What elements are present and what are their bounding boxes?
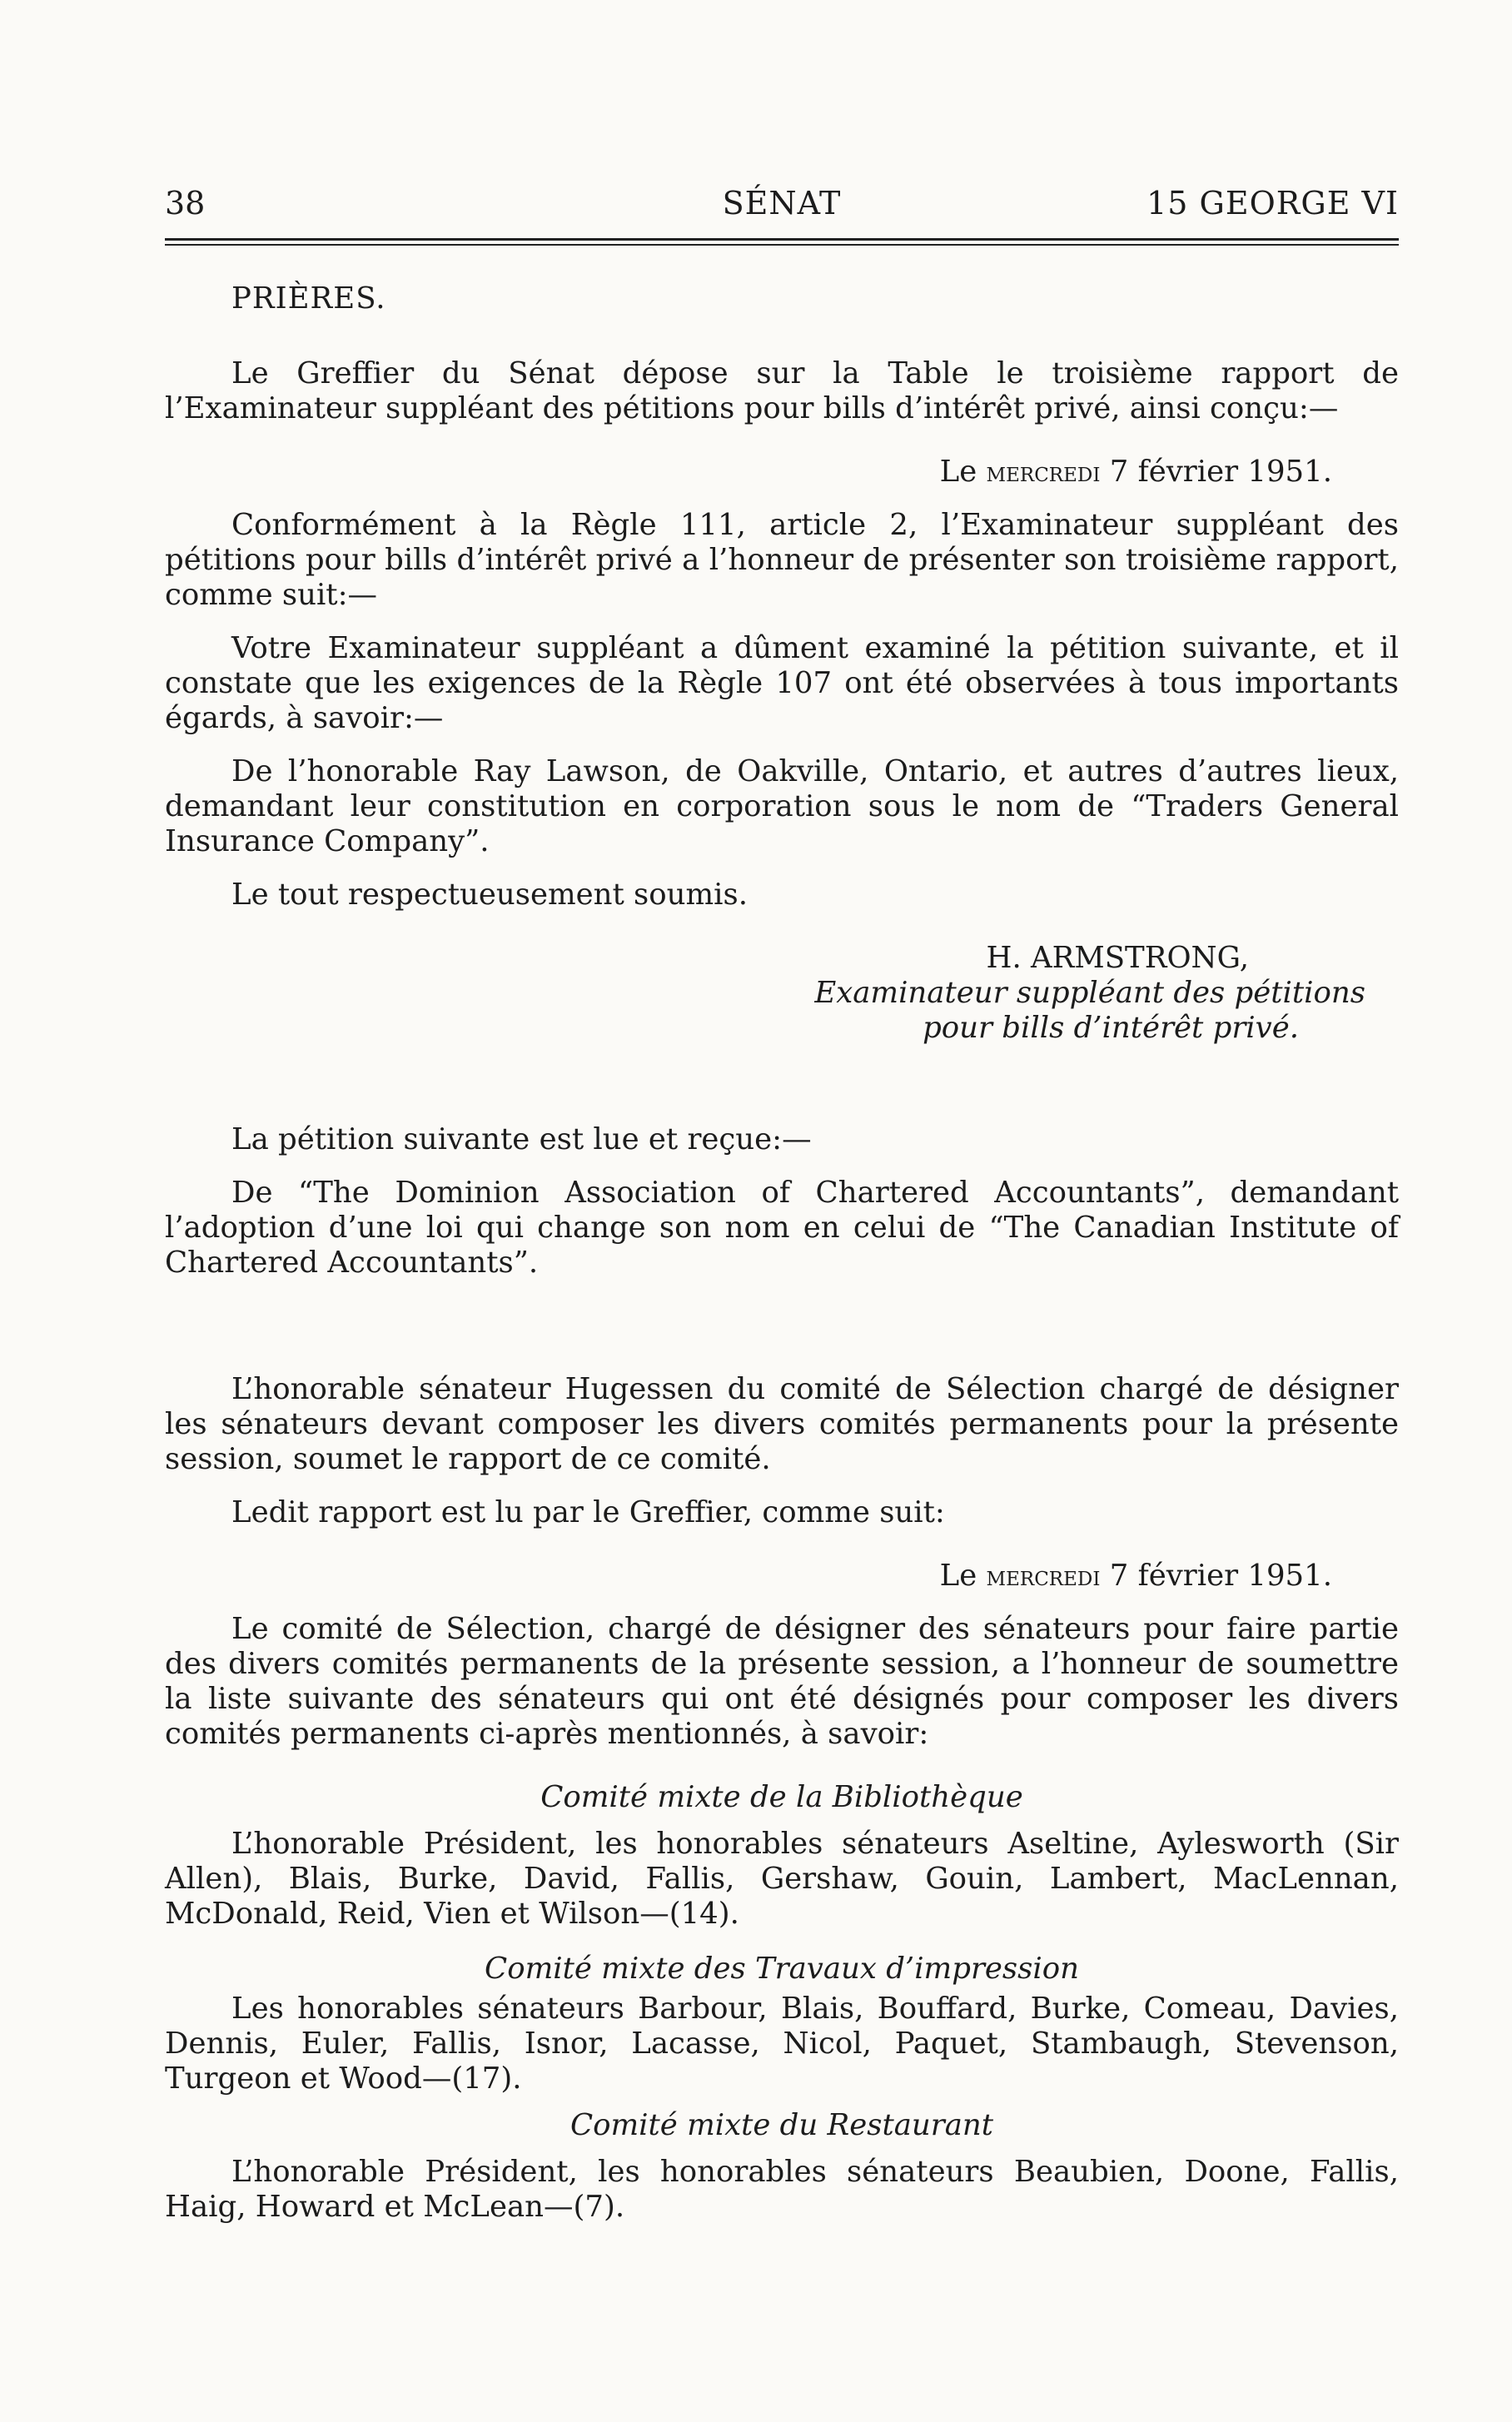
section-prayers: PRIÈRES. xyxy=(231,281,386,316)
page-header xyxy=(165,185,1399,226)
heading-bibliotheque: Comité mixte de la Bibliothèque xyxy=(540,1780,1023,1814)
report-date-1: Le mercredi 7 février 1951. xyxy=(939,455,1332,489)
signature-title-2: pour bills d’intérêt privé. xyxy=(923,1011,1299,1045)
page-body xyxy=(165,281,1399,2225)
session-label: 15 GEORGE VI xyxy=(1146,185,1399,221)
paragraph-soumis: Le tout respectueusement soumis. xyxy=(231,878,749,912)
heading-impression: Comité mixte des Travaux d’impression xyxy=(485,1952,1079,1986)
paragraph-comite-selection: Le comité de Sélection, chargé de désigner des sénateurs pour faire partie des divers comités permanents de la présente session, a l’honneur de soumettre la liste suivante des sénateurs qui ont été désignés pour composer les divers comités permanents ci-après mentionnés, à savoir: xyxy=(165,1612,1399,1751)
paragraph-restaurant-members: L’honorable Président, les honorables sénateurs Beaubien, Doone, Fallis, Haig, Howard et McLean—(7). xyxy=(165,2155,1399,2224)
weekday: mercredi xyxy=(986,1559,1101,1592)
paragraph-ledit: Ledit rapport est lu par le Greffier, comme suit: xyxy=(231,1495,945,1529)
heading-restaurant: Comité mixte du Restaurant xyxy=(569,2108,994,2142)
paragraph-impression-members: Les honorables sénateurs Barbour, Blais, Bouffard, Burke, Comeau, Davies, Dennis, Euler, Fallis, Isnor, Lacasse, Nicol, Paquet, Stambaugh, Stevenson, Turgeon et Wood—(17). xyxy=(165,1992,1399,2096)
paragraph-votre-examinateur: Votre Examinateur suppléant a dûment examiné la pétition suivante, et il constate que les exigences de la Règle 107 ont été observées à tous importants égards, à savoir:— xyxy=(165,631,1399,735)
paragraph-hugessen: L’honorable sénateur Hugessen du comité de Sélection chargé de désigner les sénateurs devant composer les divers comités permanents pour la présente session, soumet le rapport de ce comité. xyxy=(165,1372,1399,1476)
header-rule-bottom xyxy=(165,244,1399,246)
running-title: SÉNAT xyxy=(722,185,842,221)
report-date-2: Le mercredi 7 février 1951. xyxy=(939,1559,1332,1593)
signature-title-1: Examinateur suppléant des pétitions xyxy=(814,976,1365,1010)
paragraph-petition: La pétition suivante est lue et reçue:— xyxy=(231,1122,812,1156)
weekday: mercredi xyxy=(986,455,1101,488)
paragraph-greffier: Le Greffier du Sénat dépose sur la Table le troisième rapport de l’Examinateur suppléant des pétitions pour bills d’intérêt privé, ainsi conçu:— xyxy=(165,356,1399,425)
header-rule-top xyxy=(165,238,1399,241)
paragraph-dominion: De “The Dominion Association of Chartered Accountants”, demandant l’adoption d’une loi qui change son nom en celui de “The Canadian Institute of Chartered Accountants”. xyxy=(165,1176,1399,1280)
paragraph-bibliotheque-members: L’honorable Président, les honorables sénateurs Aseltine, Aylesworth (Sir Allen), Blais, Burke, David, Fallis, Gershaw, Gouin, Lambert, MacLennan, McDonald, Reid, Vien et Wilson—(14). xyxy=(165,1827,1399,1931)
paragraph-lawson: De l’honorable Ray Lawson, de Oakville, Ontario, et autres d’autres lieux, demandant leur constitution en corporation sous le nom de “Traders General Insurance Company”. xyxy=(165,754,1399,858)
signature-name: H. ARMSTRONG, xyxy=(986,941,1249,975)
paragraph-conformement: Conformément à la Règle 111, article 2, l’Examinateur suppléant des pétitions pour bills d’intérêt privé a l’honneur de présenter son troisième rapport, comme suit:— xyxy=(165,508,1399,612)
page-number: 38 xyxy=(165,185,206,221)
